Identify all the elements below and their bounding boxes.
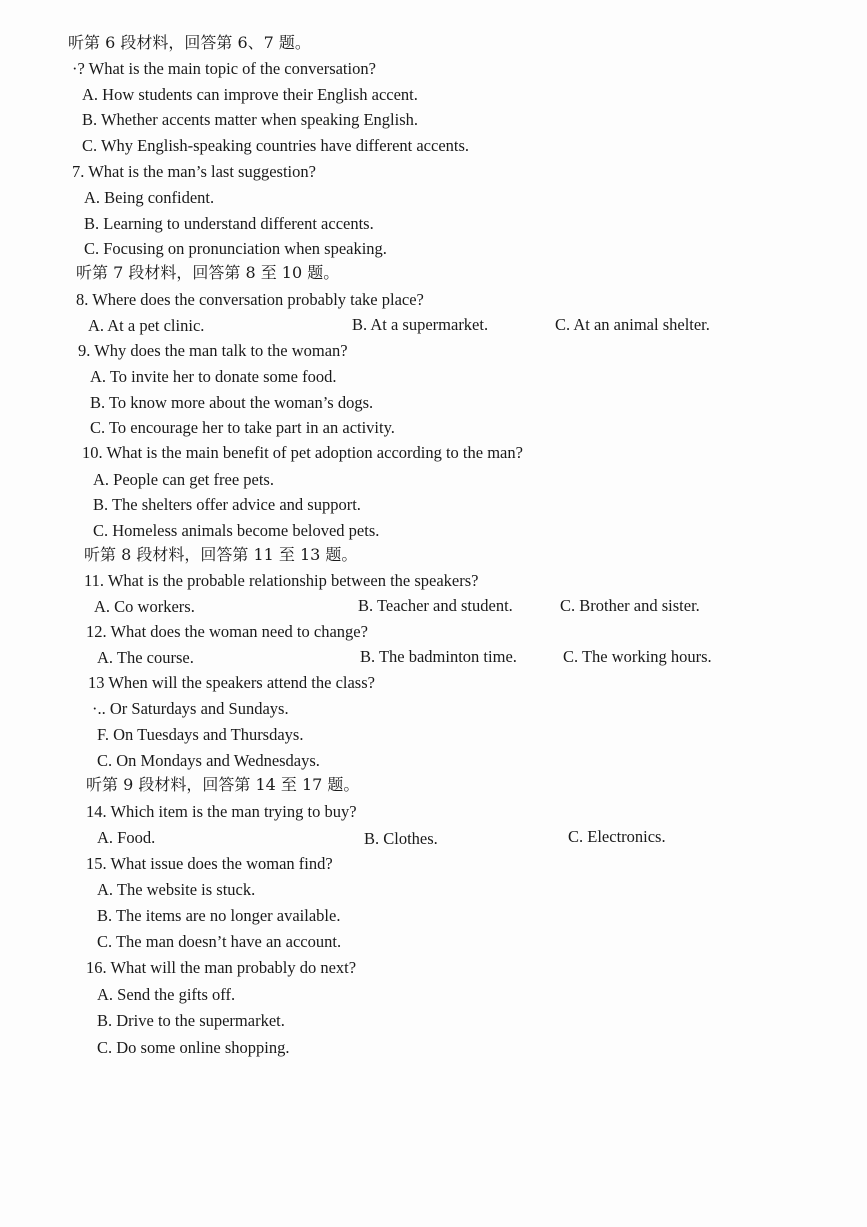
question-14-option-b: B. Clothes. xyxy=(364,829,438,848)
question-16-stem: 16. What will the man probably do next? xyxy=(86,958,357,977)
question-11-stem: 11. What is the probable relationship between the speakers? xyxy=(84,571,479,590)
question-7-stem: 7. What is the man’s last suggestion? xyxy=(72,162,316,181)
question-7-option-c: C. Focusing on pronunciation when speaking. xyxy=(84,239,387,258)
question-11-option-a: A. Co workers. xyxy=(94,597,195,616)
question-16-option-a: A. Send the gifts off. xyxy=(97,985,236,1004)
question-8-option-b: B. At a supermarket. xyxy=(352,315,489,334)
question-6-stem: ·? What is the main topic of the conversation? xyxy=(72,59,376,78)
question-16-option-b: B. Drive to the supermarket. xyxy=(97,1011,285,1030)
question-9-option-b: B. To know more about the woman’s dogs. xyxy=(90,393,374,412)
question-16-option-c: C. Do some online shopping. xyxy=(97,1038,290,1057)
question-7-option-b: B. Learning to understand different accents. xyxy=(84,214,374,233)
section-heading-7: 听第 7 段材料，回答第 8 至 10 题。 xyxy=(76,263,340,282)
question-13-stem: 13 When will the speakers attend the class? xyxy=(88,673,375,692)
question-8-option-a: A. At a pet clinic. xyxy=(88,316,205,335)
question-9-option-c: C. To encourage her to take part in an activity. xyxy=(90,418,395,437)
question-6-option-b: B. Whether accents matter when speaking English. xyxy=(82,110,419,129)
question-14-option-c: C. Electronics. xyxy=(568,827,666,846)
question-14-option-a: A. Food. xyxy=(97,828,156,847)
question-12-option-c: C. The working hours. xyxy=(563,647,712,666)
question-6-option-c: C. Why English-speaking countries have different accents. xyxy=(82,136,470,155)
question-10-option-a: A. People can get free pets. xyxy=(93,470,274,489)
section-heading-9: 听第 9 段材料，回答第 14 至 17 题。 xyxy=(86,775,360,794)
question-10-stem: 10. What is the main benefit of pet adoption according to the man? xyxy=(82,443,523,462)
question-12-option-a: A. The course. xyxy=(97,648,194,667)
question-8-stem: 8. Where does the conversation probably take place? xyxy=(76,290,424,309)
question-11-option-b: B. Teacher and student. xyxy=(358,596,513,615)
question-15-stem: 15. What issue does the woman find? xyxy=(86,854,333,873)
question-15-option-c: C. The man doesn’t have an account. xyxy=(97,932,342,951)
question-10-option-b: B. The shelters offer advice and support. xyxy=(93,495,361,514)
section-heading-8: 听第 8 段材料，回答第 11 至 13 题。 xyxy=(84,545,358,564)
question-12-option-b: B. The badminton time. xyxy=(360,647,517,666)
question-12-stem: 12. What does the woman need to change? xyxy=(86,622,368,641)
question-13-option-b: F. On Tuesdays and Thursdays. xyxy=(97,725,304,744)
question-14-stem: 14. Which item is the man trying to buy? xyxy=(86,802,357,821)
question-11-option-c: C. Brother and sister. xyxy=(560,596,700,615)
question-6-option-a: A. How students can improve their English accent. xyxy=(82,85,418,104)
question-13-option-c: C. On Mondays and Wednesdays. xyxy=(97,751,320,770)
question-7-option-a: A. Being confident. xyxy=(84,188,215,207)
question-10-option-c: C. Homeless animals become beloved pets. xyxy=(93,521,380,540)
question-8-option-c: C. At an animal shelter. xyxy=(555,315,710,334)
question-13-option-a: ·.. Or Saturdays and Sundays. xyxy=(92,699,289,718)
question-15-option-a: A. The website is stuck. xyxy=(97,880,256,899)
section-heading-6: 听第 6 段材料，回答第 6、7 题。 xyxy=(68,33,311,52)
question-15-option-b: B. The items are no longer available. xyxy=(97,906,341,925)
question-9-option-a: A. To invite her to donate some food. xyxy=(90,367,337,386)
question-9-stem: 9. Why does the man talk to the woman? xyxy=(78,341,348,360)
